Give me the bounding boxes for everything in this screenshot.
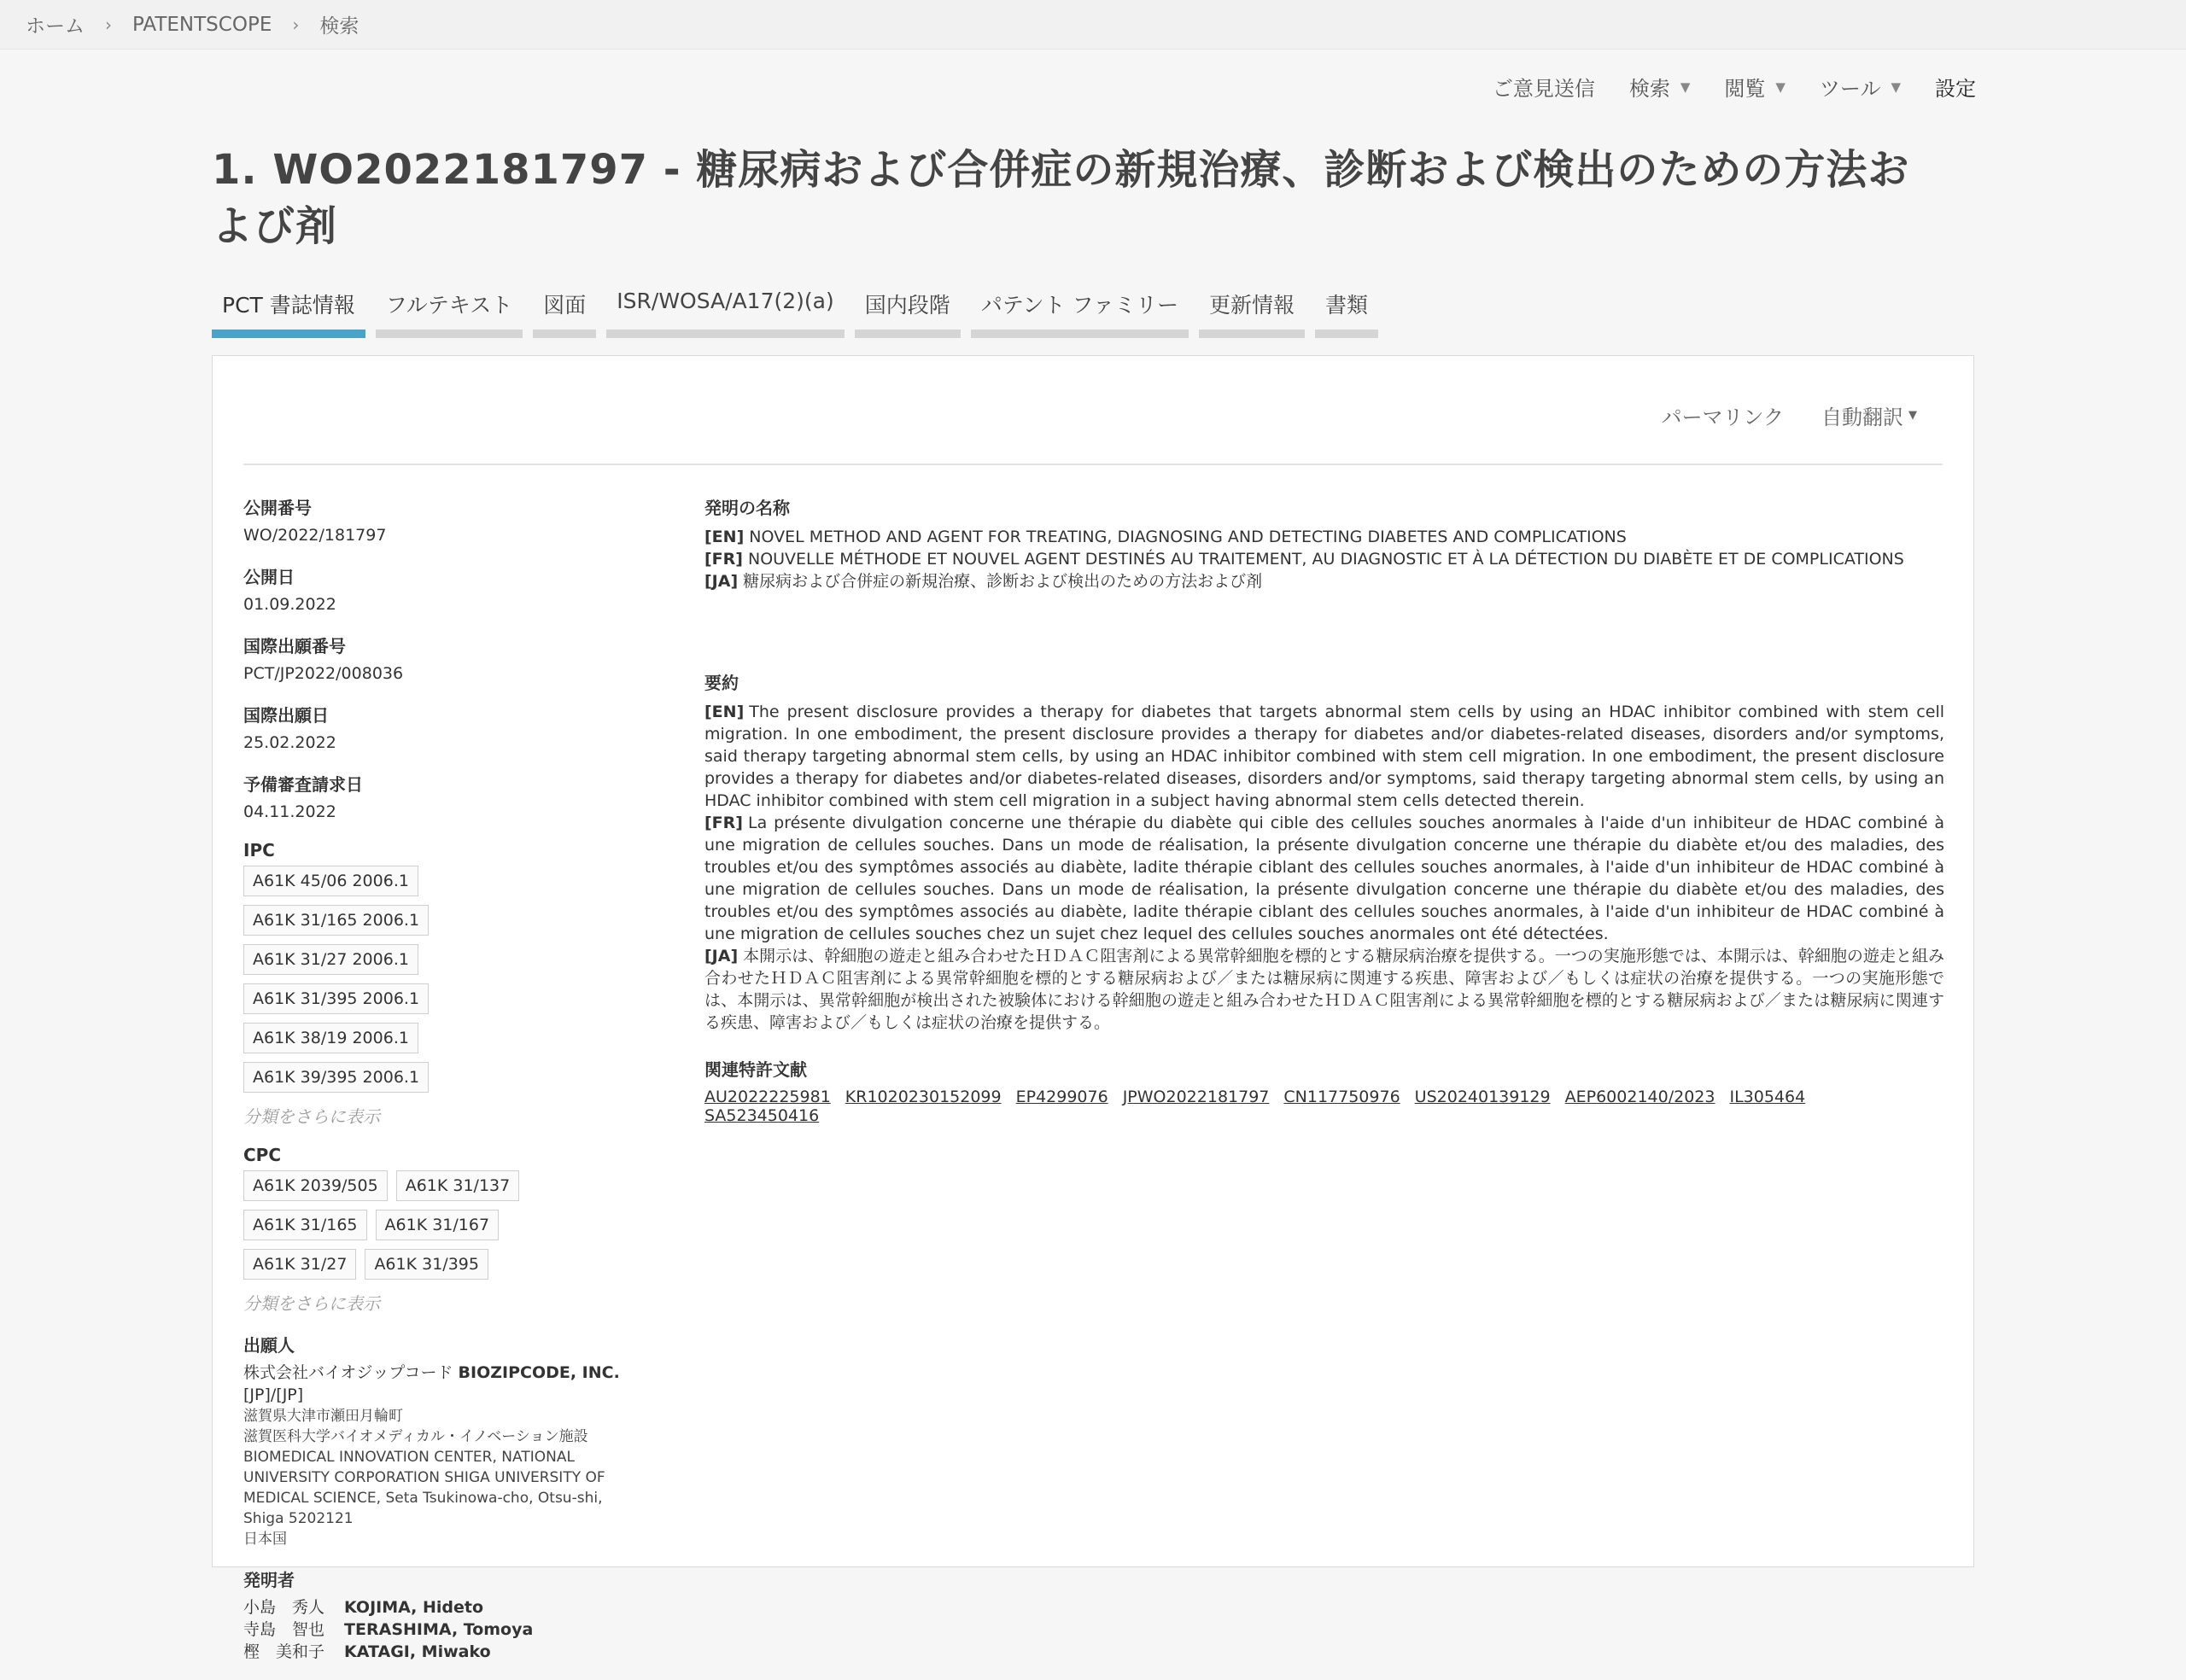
ipc-chip[interactable]: A61K 38/19 2006.1 xyxy=(243,1023,418,1053)
tab-documents[interactable]: 書類 xyxy=(1315,289,1378,338)
applicant-country: [JP]/[JP] xyxy=(243,1385,304,1404)
nav-tools[interactable] xyxy=(1820,72,1901,102)
cpc-section xyxy=(243,1145,670,1315)
field-value: 25.02.2022 xyxy=(243,733,336,752)
title-text: 糖尿病および合併症の新規治療、診断および検出のための方法および剤 xyxy=(743,572,1263,591)
detail-panel xyxy=(212,355,1974,1661)
section-label: 要約 xyxy=(704,673,739,693)
field-value: 04.11.2022 xyxy=(243,802,336,821)
field-value: WO/2022/181797 xyxy=(243,526,387,545)
field-value: 01.09.2022 xyxy=(243,595,336,614)
divider xyxy=(243,464,1943,465)
tab-updates[interactable]: 更新情報 xyxy=(1199,289,1305,338)
chevron-right-icon: › xyxy=(105,14,112,35)
abstract-text: The present disclosure provides a therapy for diabetes that targets abnormal stem cells by using an HDAC inhibitor combined with stem cell migration. In one embodiment, the present disclosure provides a therapy for diabetes and/or diabetes-related diseases, disorders and/or symptoms, said therapy targeting abnormal stem cells, by using an HDAC inhibitor combined with stem cell migration. In one embodiment, the present disclosure provides a therapy for diabetes and/or diabetes-related diseases, disorders and/or symptoms, said therapy targeting abnormal stem cells, by using an HDAC inhibitor combined with stem cell migration in a subject having abnormal stem cells detected therein. xyxy=(704,703,1944,810)
breadcrumb-search: 検索 xyxy=(319,15,359,38)
caret-down-icon: ▼ xyxy=(1908,409,1917,422)
related-doc-link[interactable]: JPWO2022181797 xyxy=(1122,1088,1270,1106)
related-doc-link[interactable]: SA523450416 xyxy=(704,1106,820,1125)
page-title: 1. WO2022181797 - 糖尿病および合併症の新規治療、診断および検出のための方法および剤 xyxy=(212,146,1910,250)
cpc-chip[interactable]: A61K 31/165 xyxy=(243,1210,367,1240)
field-label: 予備審査請求日 xyxy=(243,774,363,795)
related-doc-link[interactable]: IL305464 xyxy=(1729,1088,1806,1106)
applicant-address-jp-2: 滋賀医科大学バイオメディカル・イノベーション施設 xyxy=(243,1428,588,1445)
section-label: 発明の名称 xyxy=(704,498,790,518)
inventor-name-jp: 樫 美和子 xyxy=(243,1642,325,1661)
inventor-name-en: KATAGI, Miwako xyxy=(344,1642,491,1661)
cpc-chips xyxy=(243,1170,619,1288)
abstract-ja xyxy=(704,945,1944,1034)
cpc-chip[interactable]: A61K 31/395 xyxy=(365,1249,488,1280)
ipc-chip[interactable]: A61K 31/395 2006.1 xyxy=(243,983,429,1014)
applicant-country-jp: 日本国 xyxy=(243,1531,287,1548)
caret-down-icon: ▼ xyxy=(1680,79,1691,95)
panel-actions xyxy=(1623,400,1917,430)
applicant-address-en: BIOMEDICAL INNOVATION CENTER, NATIONAL UNIVERSITY CORPORATION SHIGA UNIVERSITY OF MEDICAL SCIENCE, Seta Tsukinowa-cho, Otsu-shi, Shiga 5202121 xyxy=(243,1449,605,1527)
related-doc-link[interactable]: AU2022225981 xyxy=(704,1088,831,1106)
breadcrumb-patentscope[interactable]: PATENTSCOPE xyxy=(132,13,272,36)
field-label: CPC xyxy=(243,1145,282,1165)
top-nav xyxy=(1493,72,1976,102)
exam-request-date xyxy=(243,771,670,823)
application-date xyxy=(243,702,670,754)
chevron-right-icon: › xyxy=(292,14,300,35)
title-text: NOUVELLE MÉTHODE ET NOUVEL AGENT DESTINÉS AU TRAITEMENT, AU DIAGNOSTIC ET À LA DÉTECTION DU DIABÈTE ET DE COMPLICATIONS xyxy=(747,550,1904,569)
title-fr xyxy=(704,548,1944,570)
nav-feedback[interactable]: ご意見送信 xyxy=(1492,77,1595,101)
field-label: 国際出願日 xyxy=(243,705,329,726)
breadcrumb-home[interactable]: ホーム xyxy=(26,15,85,38)
applicant-name-en: BIOZIPCODE, INC. xyxy=(458,1363,620,1382)
caret-down-icon: ▼ xyxy=(1891,79,1901,95)
section-label: 関連特許文献 xyxy=(704,1059,807,1080)
applicant-address-jp: 滋賀県大津市瀬田月輪町 xyxy=(243,1408,403,1425)
abstract-body xyxy=(704,701,1944,1034)
auto-translate-label: 自動翻訳 xyxy=(1821,405,1903,429)
permalink-link[interactable]: パーマリンク xyxy=(1661,405,1784,429)
nav-search-label: 検索 xyxy=(1628,77,1670,101)
field-label: 発明者 xyxy=(243,1570,295,1590)
related-docs-list xyxy=(704,1088,1944,1125)
more-cpc-link[interactable]: 分類をさらに表示 xyxy=(243,1293,380,1314)
field-value: PCT/JP2022/008036 xyxy=(243,664,404,683)
inventor xyxy=(243,1641,670,1663)
lang-tag: [JA] xyxy=(704,947,739,965)
lang-tag: [EN] xyxy=(704,703,745,721)
cpc-chip[interactable]: A61K 31/27 xyxy=(243,1249,356,1280)
publication-number xyxy=(243,494,670,546)
related-doc-link[interactable]: EP4299076 xyxy=(1015,1088,1108,1106)
ipc-section xyxy=(243,840,670,1128)
more-ipc-link[interactable]: 分類をさらに表示 xyxy=(243,1106,380,1127)
invention-title-section xyxy=(704,494,1944,592)
related-doc-link[interactable]: CN117750976 xyxy=(1283,1088,1400,1106)
ipc-chip[interactable]: A61K 31/27 2006.1 xyxy=(243,944,418,975)
tab-bibliographic[interactable]: PCT 書誌情報 xyxy=(212,289,365,338)
tab-national-phase[interactable]: 国内段階 xyxy=(855,289,961,338)
auto-translate-dropdown[interactable] xyxy=(1821,400,1917,430)
field-label: 公開日 xyxy=(243,567,295,587)
related-doc-link[interactable]: US20240139129 xyxy=(1414,1088,1551,1106)
abstract-section xyxy=(704,669,1944,1034)
application-number xyxy=(243,633,670,685)
bibliographic-left xyxy=(243,494,670,1680)
title-ja xyxy=(704,570,1944,592)
inventor xyxy=(243,1619,670,1641)
inventor-name-jp: 寺島 智也 xyxy=(243,1620,325,1639)
abstract-text: 本開示は、幹細胞の遊走と組み合わせたＨＤＡＣ阻害剤による異常幹細胞を標的とする糖尿病治療を提供する。一つの実施形態では、本開示は、幹細胞の遊走と組み合わせたＨＤＡＣ阻害剤による異常幹細胞を標的とする糖尿病および／または糖尿病に関連する疾患、障害および／もしくは症状の治療を提供する。一つの実施形態では、本開示は、異常幹細胞が検出された被験体における幹細胞の遊走と組み合わせたＨＤＡＣ阻害剤による異常幹細胞を標的とする糖尿病および／または糖尿病に関連する疾患、障害および／もしくは症状の治療を提供する。 xyxy=(704,947,1944,1032)
caret-down-icon: ▼ xyxy=(1775,79,1786,95)
inventor-name-en: TERASHIMA, Tomoya xyxy=(344,1620,534,1639)
field-label: 国際出願番号 xyxy=(243,636,346,656)
cpc-chip[interactable]: A61K 2039/505 xyxy=(243,1170,388,1201)
bibliographic-right xyxy=(704,494,1944,1125)
nav-tools-label: ツール xyxy=(1819,77,1881,101)
related-doc-link[interactable]: AEP6002140/2023 xyxy=(1564,1088,1715,1106)
nav-browse[interactable] xyxy=(1724,72,1786,102)
inventor-section xyxy=(243,1566,670,1663)
tab-patent-family[interactable]: パテント ファミリー xyxy=(971,289,1189,338)
cpc-chip[interactable]: A61K 31/137 xyxy=(396,1170,520,1201)
breadcrumb xyxy=(0,0,2186,50)
tab-fulltext[interactable]: フルテキスト xyxy=(376,289,523,338)
nav-settings[interactable]: 設定 xyxy=(1935,77,1976,101)
lang-tag: [JA] xyxy=(704,572,739,591)
nav-search[interactable] xyxy=(1629,72,1691,102)
abstract-fr xyxy=(704,812,1944,945)
ipc-chip[interactable]: A61K 39/395 2006.1 xyxy=(243,1062,429,1093)
cpc-chip[interactable]: A61K 31/167 xyxy=(376,1210,500,1240)
ipc-chips xyxy=(243,866,619,1101)
lang-tag: [FR] xyxy=(704,550,743,569)
inventor-name-jp: 小島 秀人 xyxy=(243,1598,325,1617)
tab-bar xyxy=(212,289,1388,338)
field-label: 公開番号 xyxy=(243,498,312,518)
applicant-name xyxy=(243,1362,670,1384)
applicant-section xyxy=(243,1332,670,1549)
nav-browse-label: 閲覧 xyxy=(1724,77,1766,101)
field-label: IPC xyxy=(243,840,275,860)
abstract-text: La présente divulgation concerne une thérapie du diabète qui cible des cellules souches anormales à l'aide d'un inhibiteur de HDAC combiné à une migration de cellules souches. Dans un mode de réalisation, la présente divulgation concerne une thérapie du diabète et/ou des maladies, des troubles et/ou des symptômes associés au diabète, ladite thérapie ciblant des cellules souches anormales, à l'aide d'un inhibiteur de HDAC combiné à une migration de cellules souches. Dans un mode de réalisation, la présente divulgation concerne une thérapie du diabète et/ou des maladies, des troubles et/ou des symptômes associés au diabète, ladite thérapie ciblant des cellules souches anormales, à l'aide d'un inhibiteur de HDAC combiné à une migration de cellules souches chez un sujet chez lequel des cellules souches anormales ont été détectées. xyxy=(704,814,1944,943)
related-doc-link[interactable]: KR1020230152099 xyxy=(845,1088,1002,1106)
inventor-name-en: KOJIMA, Hideto xyxy=(344,1598,484,1617)
tab-isr[interactable]: ISR/WOSA/A17(2)(a) xyxy=(606,289,844,338)
lang-tag: [EN] xyxy=(704,528,745,546)
title-text: NOVEL METHOD AND AGENT FOR TREATING, DIAGNOSING AND DETECTING DIABETES AND COMPLICATIONS xyxy=(749,528,1627,546)
related-docs-section xyxy=(704,1056,1944,1125)
field-label: 出願人 xyxy=(243,1335,295,1356)
ipc-chip[interactable]: A61K 31/165 2006.1 xyxy=(243,905,429,936)
inventor xyxy=(243,1596,670,1619)
applicant-name-jp: 株式会社バイオジップコード xyxy=(243,1363,453,1382)
ipc-chip[interactable]: A61K 45/06 2006.1 xyxy=(243,866,418,896)
tab-drawings[interactable]: 図面 xyxy=(533,289,596,338)
lang-tag: [FR] xyxy=(704,814,743,832)
title-en xyxy=(704,526,1944,548)
abstract-en xyxy=(704,701,1944,812)
publication-date xyxy=(243,563,670,615)
